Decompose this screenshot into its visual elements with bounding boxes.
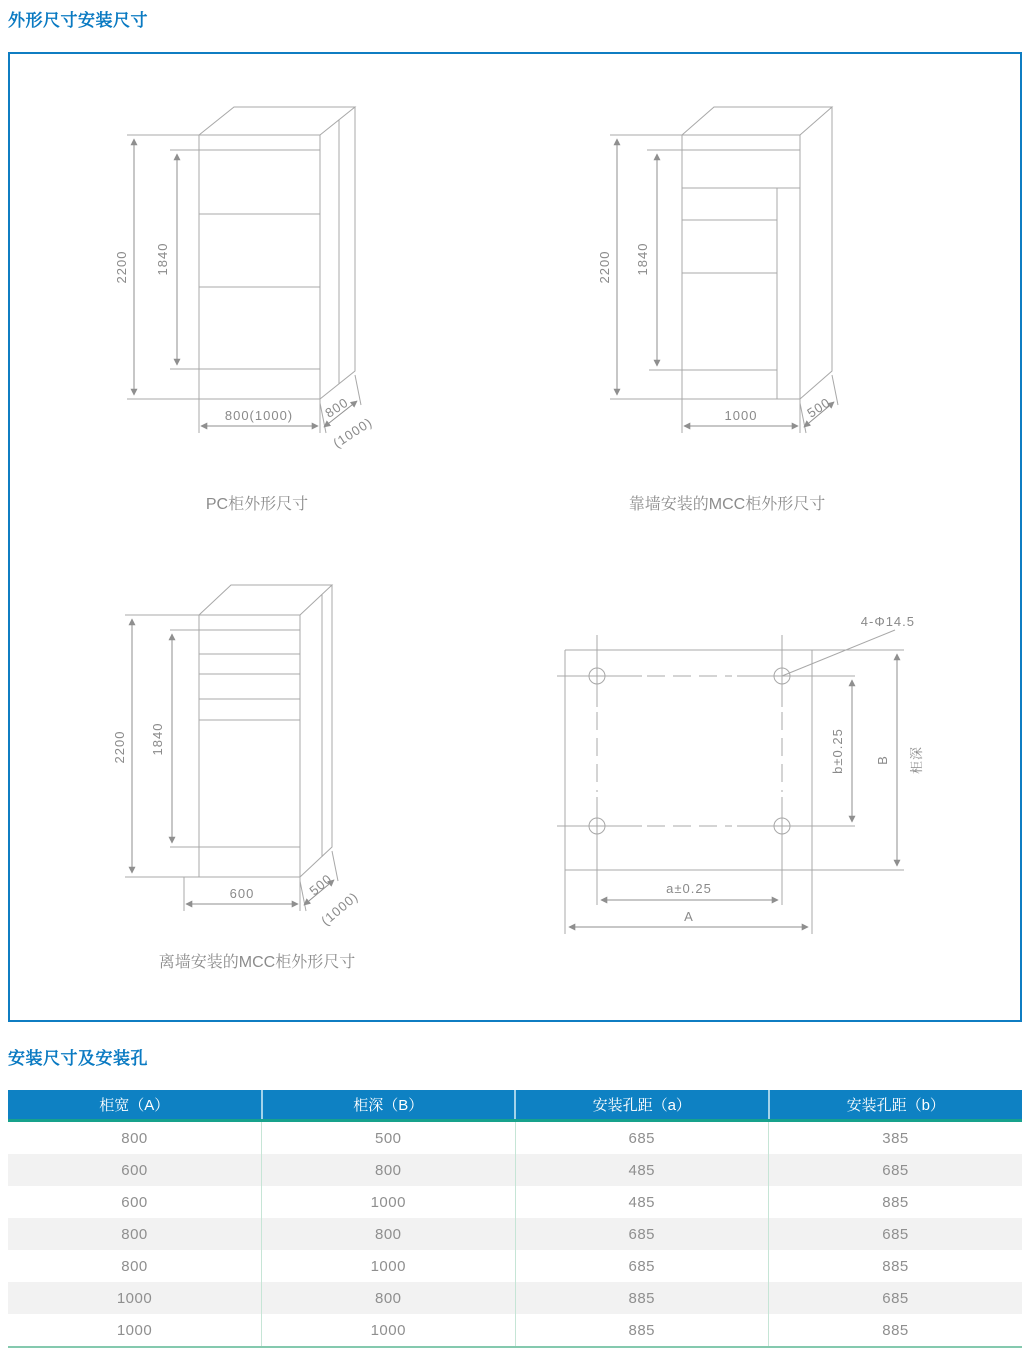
wall-mcc-caption: 靠墙安装的MCC柜外形尺寸 <box>628 496 826 513</box>
table-cell: 1000 <box>262 1250 516 1282</box>
table-cell: 800 <box>262 1218 516 1250</box>
col-header-cabinet-depth: 柜深（B） <box>262 1090 516 1121</box>
table-cell: 685 <box>882 1289 909 1307</box>
col-header-hole-pitch-b: 安装孔距（b） <box>769 1090 1023 1121</box>
table-cell: 685 <box>515 1250 769 1282</box>
offwall-mcc-caption: 离墙安装的MCC柜外形尺寸 <box>158 954 356 971</box>
cabinet-depth-label: 柜深 <box>909 745 924 775</box>
table-cell: 685 <box>882 1161 909 1179</box>
pc-depth-label: 800 <box>322 394 352 421</box>
table-cell: 885 <box>515 1314 769 1347</box>
wall-mcc-height-total-label: 2200 <box>597 250 612 284</box>
wall-mcc-height-inner-label: 1840 <box>635 242 650 276</box>
pc-width-label: 800(1000) <box>224 408 294 423</box>
dim-B-label: B <box>875 755 890 765</box>
mounting-table-header <box>8 1090 1022 1121</box>
pc-cabinet-drawing <box>97 87 397 462</box>
dim-b-label: b±0.25 <box>830 728 845 774</box>
pc-height-total-label: 2200 <box>114 250 129 284</box>
offwall-mcc-width-label: 600 <box>229 886 255 901</box>
table-row <box>8 1154 1022 1186</box>
table-cell: 485 <box>515 1154 769 1186</box>
mounting-hole-dimensions <box>569 614 924 927</box>
pc-cabinet-caption: PC柜外形尺寸 <box>205 496 309 513</box>
table-cell: 1000 <box>8 1314 262 1347</box>
table-cell: 385 <box>882 1129 909 1147</box>
section-title-outline-dimensions: 外形尺寸安装尺寸 <box>8 11 148 30</box>
offwall-mcc-depth-label: 500 <box>306 870 335 899</box>
table-cell: 800 <box>8 1250 262 1282</box>
table-row <box>8 1250 1022 1282</box>
header-row <box>8 1090 1022 1121</box>
table-cell: 800 <box>8 1121 262 1155</box>
wall-mcc-drawing <box>577 87 877 462</box>
table-cell: 800 <box>8 1218 262 1250</box>
offwall-mcc-height-total-label: 2200 <box>112 730 127 764</box>
table-cell: 685 <box>515 1121 769 1155</box>
offwall-mcc-outline <box>170 585 332 877</box>
pc-height-inner-label: 1840 <box>155 242 170 276</box>
table-cell: 1000 <box>262 1186 516 1218</box>
wall-mcc-outline <box>647 107 832 399</box>
table-cell: 485 <box>515 1186 769 1218</box>
table-cell: 885 <box>515 1282 769 1314</box>
table-cell: 1000 <box>262 1314 516 1347</box>
dim-A-label: A <box>684 909 694 924</box>
col-header-cabinet-width: 柜宽（A） <box>8 1090 262 1121</box>
table-row <box>8 1186 1022 1218</box>
mounting-table-body <box>8 1121 1022 1348</box>
mounting-plate-outline <box>565 650 904 934</box>
dim-a-label: a±0.25 <box>666 881 712 896</box>
table-cell: 885 <box>882 1321 909 1339</box>
table-cell: 600 <box>8 1186 262 1218</box>
offwall-mcc-dimensions <box>112 615 361 928</box>
table-row <box>8 1314 1022 1347</box>
pc-cabinet-dimensions <box>114 135 375 451</box>
offwall-mcc-height-inner-label: 1840 <box>150 722 165 756</box>
wall-mcc-depth-label: 500 <box>804 394 834 421</box>
table-cell: 500 <box>262 1121 516 1155</box>
hole-diameter-label: 4-Φ14.5 <box>860 614 915 629</box>
table-cell: 1000 <box>8 1282 262 1314</box>
table-cell: 600 <box>8 1154 262 1186</box>
pc-depth-alt-label: (1000) <box>330 414 376 451</box>
wall-mcc-dimensions <box>597 135 838 433</box>
table-cell: 800 <box>262 1154 516 1186</box>
section-title-mounting: 安装尺寸及安装孔 <box>8 1049 148 1068</box>
table-row <box>8 1218 1022 1250</box>
mounting-holes <box>557 635 855 905</box>
wall-mcc-width-label: 1000 <box>724 408 758 423</box>
mounting-hole-drawing <box>547 602 947 952</box>
table-cell: 685 <box>515 1218 769 1250</box>
table-cell: 685 <box>882 1225 909 1243</box>
table-row <box>8 1121 1022 1155</box>
mounting-table <box>8 1090 1022 1348</box>
offwall-mcc-drawing <box>97 567 397 952</box>
offwall-mcc-depth-alt-label: (1000) <box>318 888 362 929</box>
table-row <box>8 1282 1022 1314</box>
table-cell: 800 <box>262 1282 516 1314</box>
pc-cabinet-outline <box>170 107 355 399</box>
diagram-panel <box>8 52 1022 1022</box>
table-cell: 885 <box>882 1257 909 1275</box>
table-cell: 885 <box>882 1193 909 1211</box>
col-header-hole-pitch-a: 安装孔距（a） <box>515 1090 769 1121</box>
